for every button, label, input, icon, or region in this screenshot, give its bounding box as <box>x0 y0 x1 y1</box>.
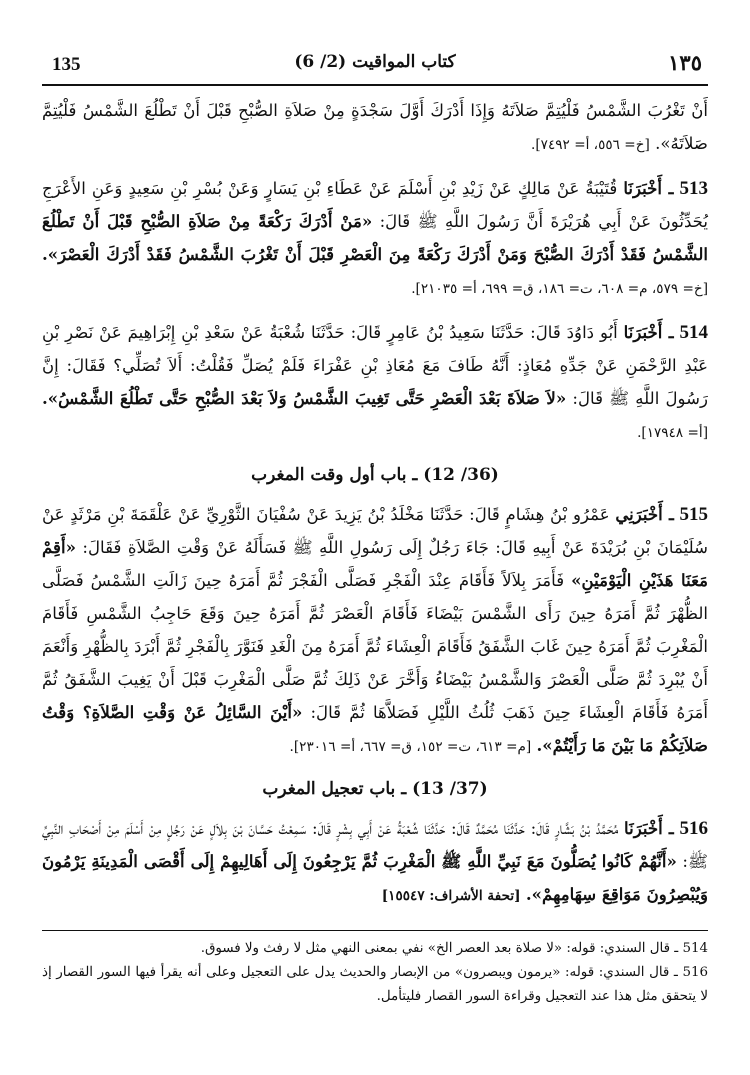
chapter-heading-first-maghrib-time: (36/ 12) ـ باب أول وقت المغرب <box>251 465 499 485</box>
takhrij-reference: [خ= ٥٧٩، م= ٦٠٨، ت= ١٨٦، ق= ٦٩٩، أ= ٢١٠٣٥]. <box>411 281 708 297</box>
isnad-text: أَبُو دَاوُدَ قَالَ: حَدَّثَنَا سَعِيدُ بْنُ عَامِرٍ قَالَ: حَدَّثَنَا شُعْبَةُ عَنْ سَعْدِ بْنِ إِبْرَاهِيمَ عَنْ نَصْرِ بْنِ عَبْدِ الرَّحْمَنِ عَنْ جَدِّهِ مُعَاذٍ: أَنَّهُ طَافَ مَعَ مُعَاذِ بْنِ عَفْرَاءَ فَلَمْ يُصَلِّ فَقُلْتُ: أَلاَ تُصَلِّي؟ فَقَالَ: إِنَّ رَسُولَ اللَّهِ ﷺ قَالَ: <box>42 323 709 408</box>
chapter-heading-hastening-maghrib: (37/ 13) ـ باب تعجيل المغرب <box>262 779 488 799</box>
main-text <box>42 94 708 923</box>
hadith-number: 516 <box>679 818 708 839</box>
prophetic-quote: «أَقِمْ مَعَنَا هَذَيْنِ الْيَوْمَيْنِ» <box>42 537 708 590</box>
narration-keyword: ـ أَخْبَرَنَا <box>623 322 674 342</box>
hadith-number: 514 <box>679 322 708 343</box>
hadith-516 <box>42 812 708 913</box>
page-number-latin: 135 <box>52 54 81 75</box>
hadith-515 <box>42 498 708 764</box>
hadith-513 <box>42 172 708 306</box>
takhrij-reference: [خ= ٥٥٦، أ= ٧٤٩٢]. <box>531 137 650 153</box>
narrative-text: فَأَمَرَ بِلاَلاً فَأَقَامَ عِنْدَ الْفَجْرِ فَصَلَّى الْفَجْرَ ثُمَّ أَمَرَهُ حِينَ زَالَتِ الشَّمْسُ فَصَلَّى الظُّهْرَ ثُمَّ أَمَرَهُ حِينَ رَأَى الشَّمْسَ بَيْضَاءَ فَأَقَامَ الْعَصْرَ ثُمَّ أَمَرَهُ حِينَ وَقَعَ حَاجِبُ الشَّمْسِ فَأَقَامَ الْمَغْرِبَ ثُمَّ أَمَرَهُ حِينَ غَابَ الشَّفَقُ فَأَقَامَ الْعِشَاءَ ثُمَّ أَمَرَهُ مِنَ الْغَدِ فَنَوَّرَ بِالْفَجْرِ ثُمَّ أَبْرَدَ بِالظُّهْرِ وَأَنْعَمَ أَنْ يُبْرِدَ ثُمَّ صَلَّى الْعَصْرَ وَالشَّمْسُ بَيْضَاءُ وَأَخَّرَ عَنْ ذَلِكَ ثُمَّ صَلَّى الْمَغْرِبَ قَبْلَ أَنْ يَغِيبَ الشَّفَقُ ثُمَّ أَمَرَهُ فَأَقَامَ الْعِشَاءَ حِينَ ذَهَبَ ثُلُثُ اللَّيْلِ فَصَلاَّهَا ثُمَّ قَالَ: <box>42 571 708 722</box>
footnotes <box>42 930 708 1009</box>
footnote-516: 516 ـ قال السندي: قوله: «يرمون ويبصرون» من الإبصار والحديث يدل على التعجيل وعلى أنه يقرأ فيها السور القصار إذ لا يتحقق مثل هذا عند التعجيل وقراءة السور القصار فليتأمل. <box>42 965 708 1004</box>
narration-keyword: ـ أَخْبَرَنِي <box>615 504 674 524</box>
takhrij-reference: [أ= ١٧٩٤٨]. <box>637 425 708 441</box>
isnad-text: عَمْرُو بْنُ هِشَامٍ قَالَ: حَدَّثَنَا مَخْلَدُ بْنُ يَزِيدَ عَنْ سُفْيَانَ الثَّوْرِيِّ عَنْ عَلْقَمَةَ بْنِ مَرْثَدٍ عَنْ سُلَيْمَانَ بْنِ بُرَيْدَةَ عَنْ أَبِيهِ قَالَ: جَاءَ رَجُلٌ إِلَى رَسُولِ اللَّهِ ﷺ فَسَأَلَهُ عَنْ وَقْتِ الصَّلاَةِ فَقَالَ: <box>42 505 708 557</box>
takhrij-reference: [م= ٦١٣، ت= ١٥٢، ق= ٦٦٧، أ= ٢٣٠١٦]. <box>289 739 532 755</box>
takhrij-reference: [تحفة الأشراف: ١٥٥٤٧] <box>381 888 521 904</box>
page-header <box>42 48 708 86</box>
narration-keyword: ـ أَخْبَرَنَا <box>624 818 674 838</box>
page-number-arabic: ١٣٥ <box>668 50 702 75</box>
hadith-512-continuation: أَنْ تَغْرُبَ الشَّمْسُ فَلْيُتِمَّ صَلاَتَهُ وَإِذَا أَدْرَكَ أَوَّلَ سَجْدَةٍ مِنْ صَلاَةِ الصُّبْحِ قَبْلَ أَنْ تَطْلُعَ الشَّمْسُ فَلْيُتِمَّ صَلاَتَهُ». [خ= ٥٥٦، أ= ٧٤٩٢]. <box>42 101 708 153</box>
narration-keyword: ـ أَخْبَرَنَا <box>623 178 674 198</box>
running-title: (6 /2) كتاب المواقيت <box>294 52 456 72</box>
isnad-text: قُتَيْبَةُ عَنْ مَالِكٍ عَنْ زَيْدِ بْنِ أَسْلَمَ عَنْ عَطَاءِ بْنِ يَسَارٍ وَعَنْ بُسْرِ بْنِ سَعِيدٍ وَعَنِ الأَعْرَجِ يُحَدِّثُونَ عَنْ أَبِي هُرَيْرَةَ أَنَّ رَسُولَ اللَّهِ ﷺ قَالَ: <box>42 179 708 231</box>
prophetic-quote: «مَنْ أَدْرَكَ رَكْعَةً مِنْ صَلاَةِ الصُّبْحِ قَبْلَ أَنْ تَطْلُعَ الشَّمْسُ فَقَدْ أَدْرَكَ الصُّبْحَ وَمَنْ أَدْرَكَ رَكْعَةً مِنَ الْعَصْرِ قَبْلَ أَنْ تَغْرُبَ الشَّمْسُ فَقَدْ أَدْرَكَ الْعَصْرَ». <box>42 211 708 264</box>
prophetic-quote-2: «أَيْنَ السَّائِلُ عَنْ وَقْتِ الصَّلاَةِ؟ وَقْتُ صَلاَتِكُمْ مَا بَيْنَ مَا رَأَيْتُمْ». <box>42 702 708 755</box>
prophetic-quote: «لاَ صَلاَةَ بَعْدَ الْعَصْرِ حَتَّى تَغِيبَ الشَّمْسُ وَلاَ بَعْدَ الصُّبْحِ حَتَّى تَطْلُعَ الشَّمْسُ». <box>42 388 567 408</box>
hadith-514 <box>42 316 708 450</box>
hadith-number: 513 <box>679 178 708 199</box>
hadith-number: 515 <box>679 504 709 525</box>
prophetic-quote: «أَنَّهُمْ كَانُوا يُصَلُّونَ مَعَ نَبِيِّ اللَّهِ ﷺ الْمَغْرِبَ ثُمَّ يَرْجِعُونَ إِلَى أَهَالِيهِمْ إِلَى أَقْصَى الْمَدِينَةِ يَرْمُونَ وَيُبْصِرُونَ مَوَاقِعَ سِهَامِهِمْ». <box>42 851 708 904</box>
isnad-text: مُحَمَّدُ بْنُ بَشَّارٍ قَالَ: حَدَّثَنَا مُحَمَّدٌ قَالَ: حَدَّثَنَا شُعْبَةُ عَنْ أَبِي بِشْرٍ قَالَ: سَمِعْتُ حَسَّانَ بْنَ بِلاَلٍ عَنْ رَجُلٍ مِنْ أَسْلَمَ مِنْ أَصْحَابِ النَّبِيِّ ﷺ: <box>42 819 708 871</box>
footnote-514: 514 ـ قال السندي: قوله: «لا صلاة بعد العصر الخ» نفي بمعنى النهي مثل لا رفث ولا فسوق. <box>200 941 708 956</box>
